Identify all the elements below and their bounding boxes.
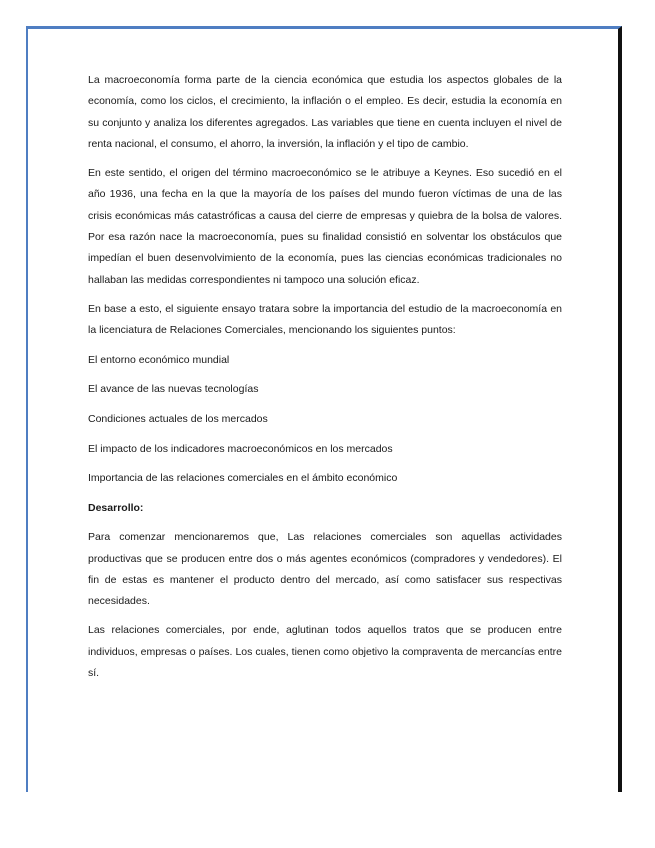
- point-item: Condiciones actuales de los mercados: [88, 412, 268, 425]
- point-item: El avance de las nuevas tecnologías: [88, 383, 259, 396]
- intro-paragraph-1: La macroeconomía forma parte de la ciencia económica que estudia los aspectos globales de la economía, como los ciclos, el crecimiento, la inflación o el empleo. Es decir, estudia la economía en su conjunto y analiza los diferentes agregados. Las variables que tiene en cuenta incluyen el nivel de renta nacional, el consumo, el ahorro, la inversión, la inflación y el tipo de cambio.: [88, 74, 562, 150]
- point-item: El entorno económico mundial: [88, 353, 230, 366]
- development-paragraph-1: Para comenzar mencionaremos que, Las relaciones comerciales son aquellas actividades productivas que se producen entre dos o más agentes económicos (compradores y vendedores). El fin de estas es mantener el producto dentro del mercado, así como satisfacer sus respectivas necesidades.: [88, 531, 562, 608]
- point-item: Importancia de las relaciones comerciales en el ámbito económico: [88, 472, 398, 485]
- point-item: El impacto de los indicadores macroeconómicos en los mercados: [88, 442, 393, 455]
- intro-paragraph-3: En base a esto, el siguiente ensayo tratara sobre la importancia del estudio de la macroeconomía en la licenciatura de Relaciones Comerciales, mencionando los siguientes puntos:: [88, 302, 562, 337]
- document-body: [88, 70, 562, 692]
- section-heading: Desarrollo:: [88, 502, 144, 514]
- development-paragraph-2: Las relaciones comerciales, por ende, aglutinan todos aquellos tratos que se producen entre individuos, empresas o países. Los cuales, tienen como objetivo la compraventa de mercancías entre sí.: [88, 624, 562, 680]
- intro-paragraph-2: En este sentido, el origen del término macroeconómico se le atribuye a Keynes. Eso sucedió en el año 1936, una fecha en la que la mayoría de los países del mundo fueron víctimas de una de las crisis económicas más catastróficas a causa del cierre de empresas y quiebra de la bolsa de valores. Por esa razón nace la macroeconomía, pues su finalidad consistió en solventar los obstáculos que impedían el buen desenvolvimiento de la economía, pues las ciencias económicas tradicionales no hallaban las medidas correspondientes ni tampoco una solución eficaz.: [88, 167, 562, 286]
